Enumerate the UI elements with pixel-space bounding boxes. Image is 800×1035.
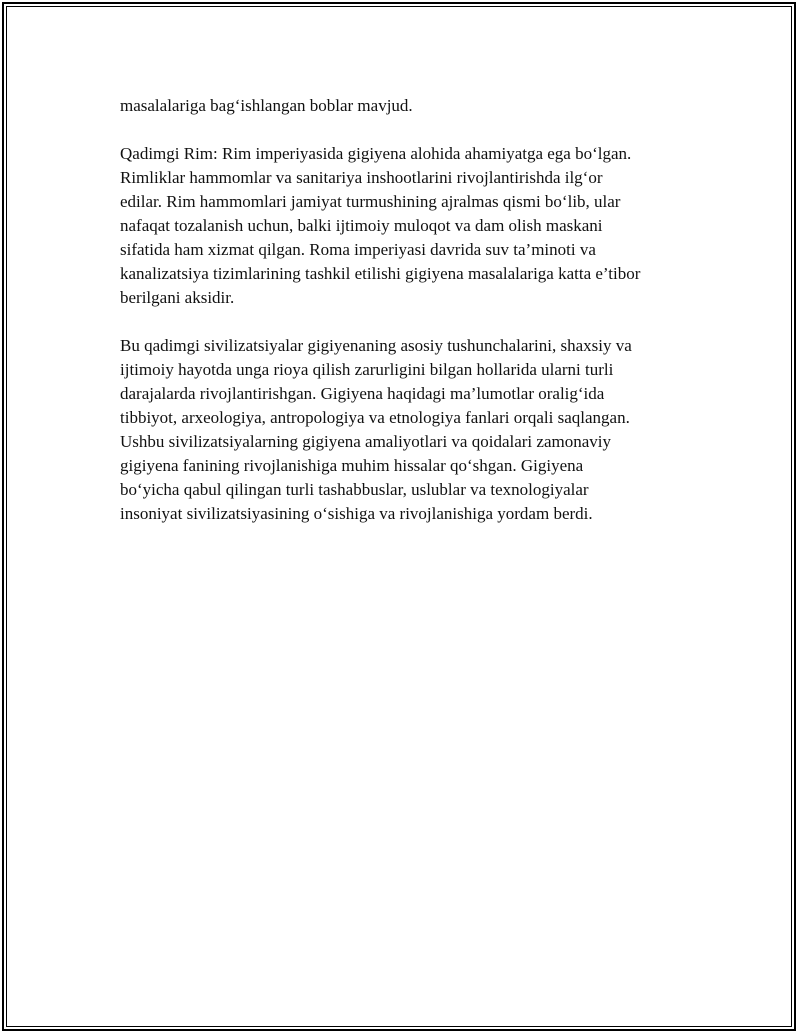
paragraph-ancient-civilizations-summary: Bu qadimgi sivilizatsiyalar gigiyenaning asosiy tushunchalarini, shaxsiy va ijtimoiy hayotda unga rioya qilish zarurligini bilgan hollarida ularni turli darajalarda rivojlantirishgan. Gigiyena haqidagi ma’lumotlar oralig‘ida tibbiyot, arxeologiya, antropologiya va etnologiya fanlari orqali saqlangan. Ushbu sivilizatsiyalarning gigiyena amaliyotlari va qoidalari zamonaviy gigiyena fanining rivojlanishiga muhim hissalar qo‘shgan. Gigiyena bo‘yicha qabul qilingan turli tashabbuslar, uslublar va texnologiyalar insoniyat sivilizatsiyasining o‘sishiga va rivojlanishiga yordam berdi. — [120, 336, 632, 523]
document-body — [120, 94, 710, 550]
page-frame — [2, 2, 796, 1031]
paragraph-ancient-rome: Qadimgi Rim: Rim imperiyasida gigiyena alohida ahamiyatga ega bo‘lgan. Rimliklar hammomlar va sanitariya inshootlarini rivojlantirishda ilg‘or edilar. Rim hammomlari jamiyat turmushining ajralmas qismi bo‘lib, ular nafaqat tozalanish uchun, balki ijtimoiy muloqot va dam olish maskani sifatida ham xizmat qilgan. Roma imperiyasi davrida suv ta’minoti va kanalizatsiya tizimlarining tashkil etilishi gigiyena masalalariga katta e’tibor berilgani aksidir. — [120, 144, 641, 307]
paragraph-continuation: masalalariga bag‘ishlangan boblar mavjud. — [120, 96, 413, 115]
